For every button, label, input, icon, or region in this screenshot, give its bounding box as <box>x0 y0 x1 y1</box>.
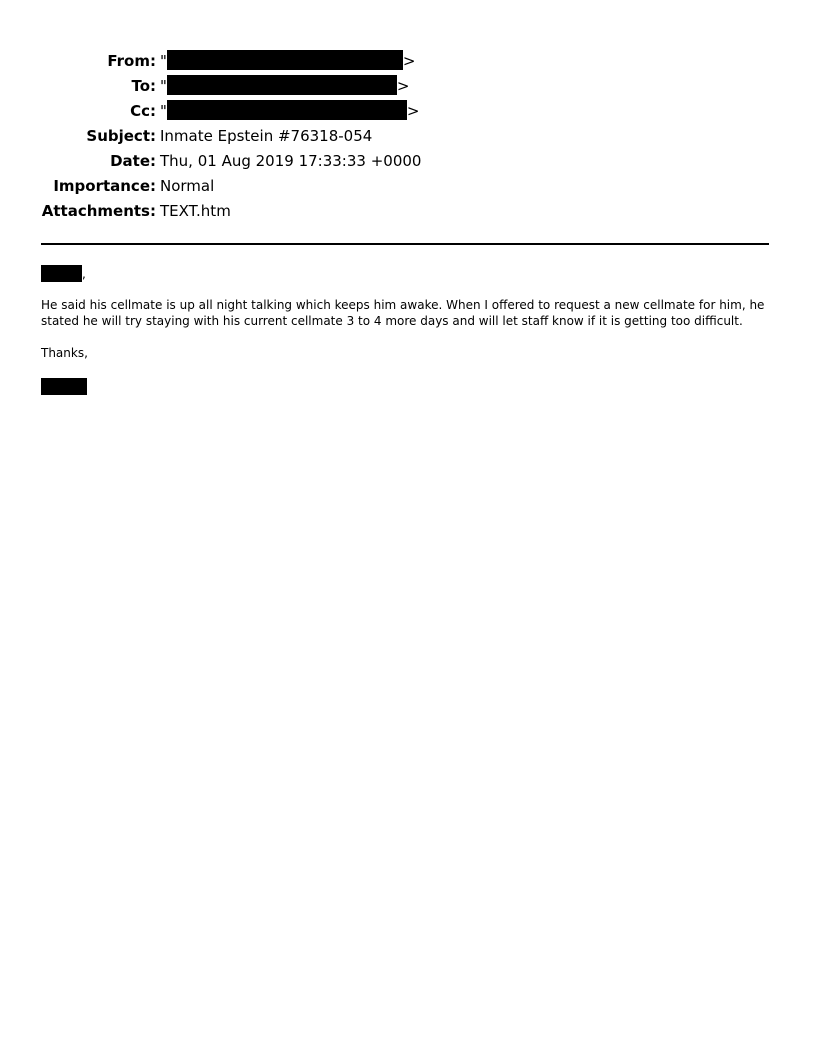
cc-value <box>160 99 419 124</box>
cc-row <box>0 99 816 124</box>
to-value <box>160 74 409 99</box>
to-bracket: > <box>396 77 410 95</box>
email-header <box>0 49 816 224</box>
cc-quote: " <box>160 102 167 120</box>
cc-bracket: > <box>406 102 420 120</box>
importance-row <box>0 174 816 199</box>
attachments-label: Attachments: <box>41 202 156 220</box>
redaction-block <box>41 265 82 282</box>
message-body <box>41 265 771 395</box>
redaction-block <box>167 100 407 120</box>
redaction-block <box>167 50 403 70</box>
to-quote: " <box>160 77 167 95</box>
from-row <box>0 49 816 74</box>
redaction-block <box>41 378 87 395</box>
subject-value: Inmate Epstein #76318-054 <box>160 127 373 145</box>
date-value: Thu, 01 Aug 2019 17:33:33 +0000 <box>160 152 422 170</box>
message-paragraph <box>41 297 771 329</box>
from-label: From: <box>107 52 156 70</box>
date-row <box>0 149 816 174</box>
subject-label: Subject: <box>86 127 156 145</box>
importance-value: Normal <box>160 177 215 195</box>
redaction-block <box>167 75 397 95</box>
cc-label: Cc: <box>130 102 156 120</box>
attachments-row <box>0 199 816 224</box>
to-row <box>0 74 816 99</box>
from-bracket: > <box>402 52 416 70</box>
to-label: To: <box>131 77 156 95</box>
paragraph-line: stated he will try staying with his current cellmate 3 to 4 more days and will let staff know if it is getting too difficult. <box>41 314 743 328</box>
attachments-value: TEXT.htm <box>160 202 231 220</box>
header-divider <box>41 243 769 245</box>
greeting-line <box>41 265 771 283</box>
from-value <box>160 49 415 74</box>
greeting-comma: , <box>82 267 86 281</box>
closing-text: Thanks, <box>41 346 88 360</box>
from-quote: " <box>160 52 167 70</box>
subject-row <box>0 124 816 149</box>
signature <box>41 378 771 395</box>
importance-label: Importance: <box>53 177 156 195</box>
paragraph-line: He said his cellmate is up all night talking which keeps him awake. When I offered to request a new cellmate for him, he <box>41 298 765 312</box>
date-label: Date: <box>110 152 156 170</box>
